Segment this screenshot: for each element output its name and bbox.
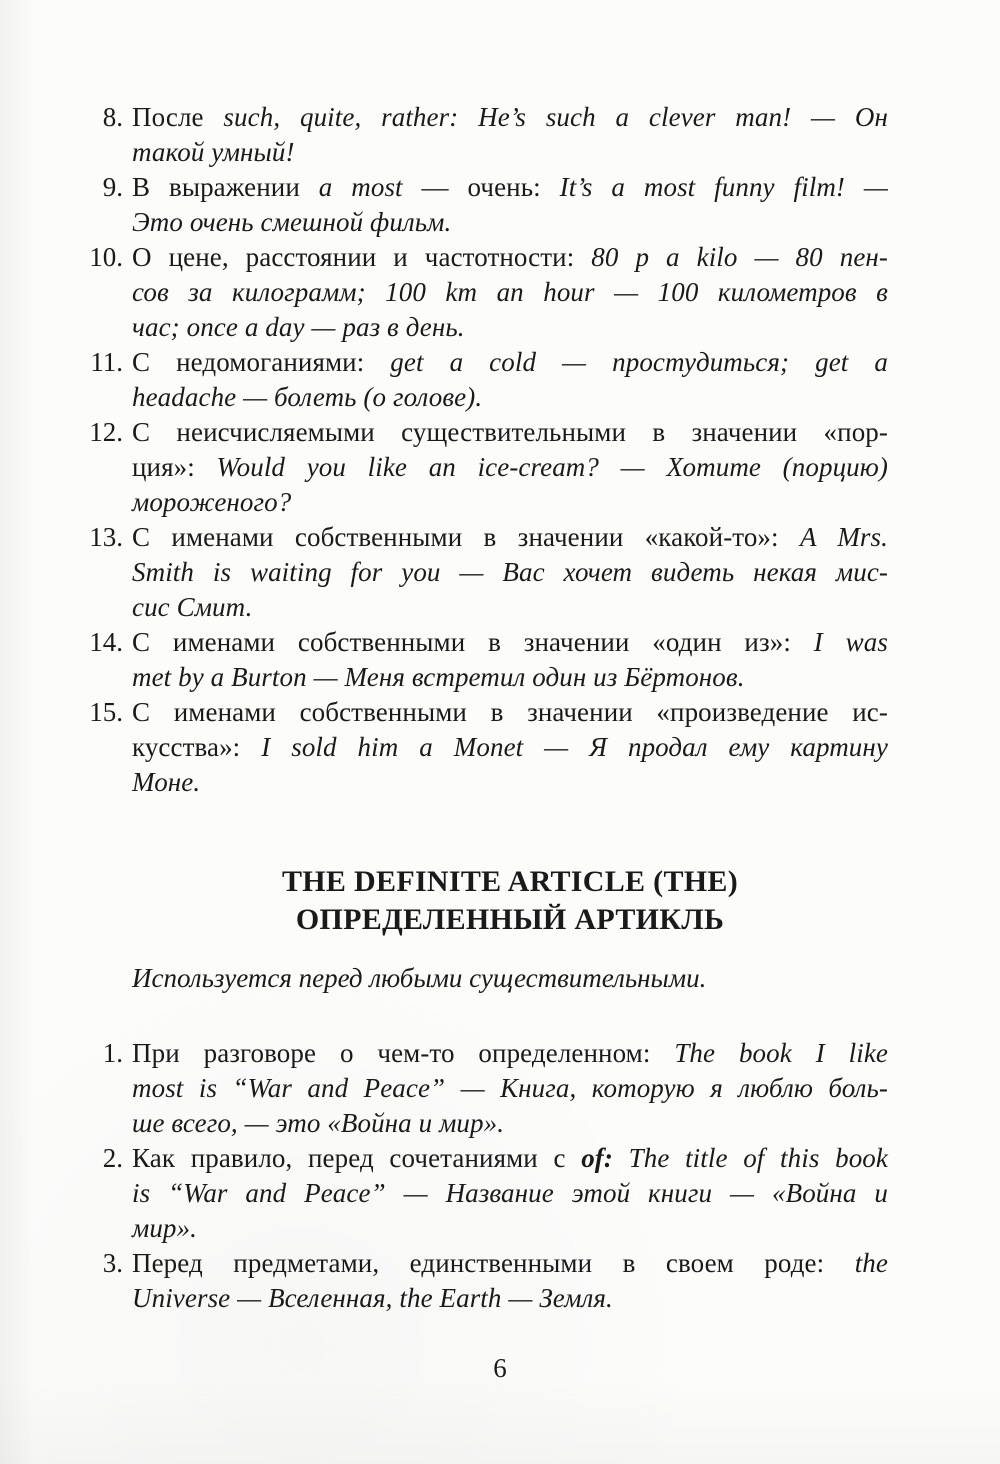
list-item-10 xyxy=(89,240,888,345)
text-line: При разговоре о чем-то определенном: The book I like xyxy=(132,1038,889,1068)
item-number: 13. xyxy=(89,522,123,552)
text-line: такой умный! xyxy=(132,137,295,167)
text-line: headache — болеть (о голове). xyxy=(132,382,483,412)
indefinite-article-usage-list xyxy=(89,100,888,800)
text-line: С именами собственными в значении «какой-то»: A Mrs. xyxy=(132,522,888,552)
item-number: 2. xyxy=(102,1143,123,1173)
text-line: час; once a day — раз в день. xyxy=(132,312,465,342)
list-item-13 xyxy=(89,520,888,625)
list-item-9 xyxy=(102,170,888,240)
text-line: С именами собственными в значении «произведение ис- xyxy=(132,697,888,727)
text-line: сис Смит. xyxy=(132,592,253,622)
intro-note: Используется перед любыми существительными. xyxy=(132,963,707,993)
text-line: most is “War and Peace” — Книга, которую я люблю боль- xyxy=(132,1073,888,1103)
text-line: сов за килограмм; 100 km an hour — 100 километров в xyxy=(132,277,888,307)
list-item-14 xyxy=(89,625,888,695)
item-number: 1. xyxy=(102,1038,123,1068)
text-column xyxy=(89,0,889,1316)
text-line: После such, quite, rather: He’s such a clever man! — Он xyxy=(132,102,888,132)
text-line: С неисчисляемыми существительными в значении «пор- xyxy=(132,417,888,447)
item-number: 15. xyxy=(89,697,123,727)
text-line: Как правило, перед сочетаниями с of: The title of this book xyxy=(132,1143,888,1173)
list-item-2 xyxy=(102,1141,888,1246)
text-line: Это очень смешной фильм. xyxy=(132,207,452,237)
item-number: 9. xyxy=(102,172,123,202)
item-number: 11. xyxy=(90,347,123,377)
list-item-8 xyxy=(102,100,888,170)
item-number: 14. xyxy=(89,627,123,657)
text-line: Universe — Вселенная, the Earth — Земля. xyxy=(132,1283,613,1313)
text-line: С именами собственными в значении «один из»: I was xyxy=(132,627,888,657)
text-line: Перед предметами, единственными в своем роде: the xyxy=(132,1248,888,1278)
item-number: 3. xyxy=(102,1248,123,1278)
list-item-1 xyxy=(102,1036,889,1141)
text-line: С недомоганиями: get a cold — простудиться; get a xyxy=(132,347,888,377)
text-line: Smith is waiting for you — Вас хочет видеть некая мис- xyxy=(132,557,888,587)
section-heading-en: THE DEFINITE ARTICLE (THE) xyxy=(281,865,738,898)
section-heading-ru: ОПРЕДЕЛЕННЫЙ АРТИКЛЬ xyxy=(295,903,725,936)
item-number: 8. xyxy=(102,102,123,132)
list-item-12 xyxy=(89,415,888,520)
definite-article-usage-list xyxy=(102,1036,889,1316)
list-item-3 xyxy=(102,1246,888,1316)
list-item-15 xyxy=(89,695,888,800)
text-line: met by a Burton — Меня встретил один из Бёртонов. xyxy=(132,662,745,692)
item-number: 10. xyxy=(89,242,123,272)
text-line: О цене, расстоянии и частотности: 80 p a kilo — 80 пен- xyxy=(132,242,888,272)
text-line: ше всего, — это «Война и мир». xyxy=(132,1108,505,1138)
page-number: 6 xyxy=(493,1353,507,1383)
text-line: Моне. xyxy=(132,767,201,797)
text-line: мороженого? xyxy=(132,487,292,517)
text-line: В выражении a most — очень: It’s a most funny film! — xyxy=(132,172,888,202)
section-heading xyxy=(132,863,888,939)
text-line: ция»: Would you like an ice-cream? — Хотите (порцию) xyxy=(132,452,888,482)
text-line: кусства»: I sold him a Monet — Я продал ему картину xyxy=(132,732,888,762)
text-line: мир». xyxy=(132,1213,197,1243)
item-number: 12. xyxy=(89,417,123,447)
text-line: is “War and Peace” — Название этой книги — «Война и xyxy=(132,1178,888,1208)
list-item-11 xyxy=(90,345,888,415)
